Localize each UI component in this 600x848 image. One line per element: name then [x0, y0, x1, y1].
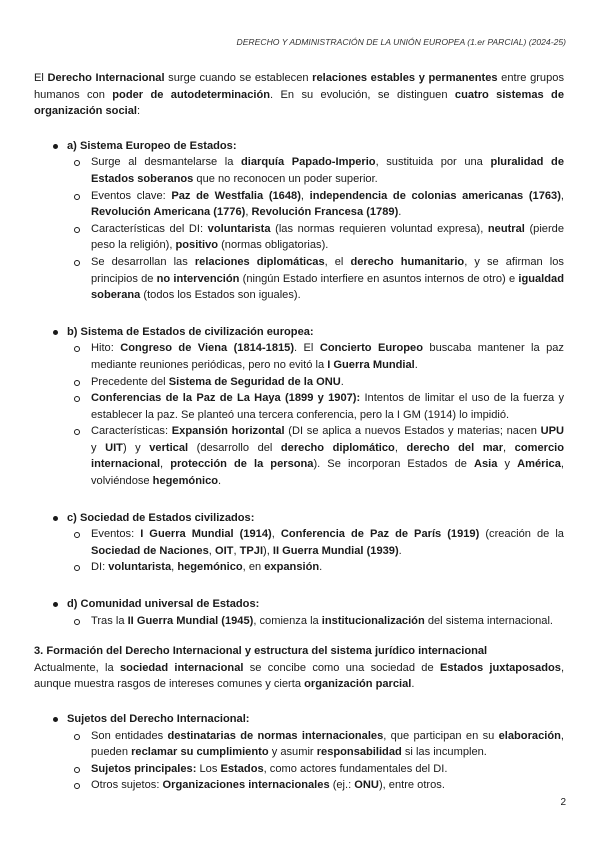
bold-text: neutral — [487, 222, 525, 235]
bold-text: hegemónico — [177, 561, 243, 574]
text-run: , pueden — [91, 729, 564, 759]
bold-text: Derecho Internacional — [47, 72, 165, 84]
text-run: . — [398, 544, 402, 557]
text-run: y — [497, 458, 518, 471]
circle-bullet-icon — [74, 767, 80, 773]
text-run: (ej.: — [329, 779, 355, 792]
text-run: Son entidades — [91, 729, 168, 742]
bold-text: Organizaciones internacionales — [162, 779, 330, 792]
bold-text: positivo — [175, 239, 219, 252]
circle-bullet-icon — [74, 346, 80, 352]
text-run: (desarrollo del — [188, 441, 281, 454]
subjects-items — [67, 728, 564, 794]
bold-text: protección de la persona — [170, 458, 314, 471]
text-run: buscaba mantener la paz mediante reuniones periódicas, pero no evitó la — [91, 342, 564, 371]
text-run: . El — [294, 342, 320, 355]
circle-bullet-icon — [74, 619, 80, 625]
bold-text: relaciones estables y permanentes — [312, 72, 498, 84]
bold-text: sociedad internacional — [120, 661, 244, 674]
text-run: y — [91, 441, 106, 454]
bullet-icon — [53, 717, 58, 722]
text-run: , — [160, 458, 171, 471]
text-run: , — [233, 544, 240, 557]
bullet-icon — [53, 602, 58, 607]
system-title: d) Comunidad universal de Estados: — [67, 598, 260, 611]
bold-text: OIT — [214, 544, 234, 557]
bold-text: responsabilidad — [316, 746, 402, 759]
section-3-paragraph — [34, 660, 564, 693]
circle-bullet-icon — [74, 380, 80, 386]
text-run: , sustituida por una — [375, 156, 491, 169]
system-section — [34, 596, 564, 629]
bullet-icon — [53, 144, 58, 149]
text-run: . — [340, 375, 344, 388]
bold-text: Estados juxtaposados — [439, 661, 561, 674]
text-run: (normas obligatorias). — [218, 239, 329, 252]
text-run: Hito: — [91, 342, 121, 355]
section-3-heading: 3. Formación del Derecho Internacional y estructura del sistema jurídico internacional — [34, 645, 488, 658]
text-run: , — [245, 206, 252, 219]
bold-text: Estados — [220, 762, 264, 775]
list-item — [67, 613, 564, 630]
system-section — [34, 138, 564, 304]
running-header: DERECHO Y ADMINISTRACIÓN DE LA UNIÓN EUROPEA (1.er PARCIAL) (2024-25) — [236, 37, 566, 47]
bold-text: Congreso de Viena (1814-1815) — [120, 342, 295, 355]
bold-text: hegemónico — [152, 475, 219, 488]
document-body — [34, 70, 564, 794]
bold-text: relaciones diplomáticas — [194, 255, 325, 268]
text-run: entre grupos humanos con — [34, 72, 564, 101]
bold-text: institucionalización — [321, 614, 425, 627]
circle-bullet-icon — [74, 160, 80, 166]
subjects-list — [34, 711, 564, 794]
circle-bullet-icon — [74, 532, 80, 538]
system-items — [67, 154, 564, 303]
list-item — [67, 526, 564, 559]
bold-text: UPU — [540, 425, 565, 438]
bold-text: no intervención — [156, 272, 240, 285]
system-section — [34, 324, 564, 490]
list-item — [67, 777, 564, 794]
bullet-icon — [53, 516, 58, 521]
text-run: , — [394, 441, 407, 454]
bold-text: independencia de colonias americanas (1763) — [309, 189, 561, 202]
text-run: , — [300, 189, 310, 202]
text-run: Surge al desmantelarse la — [91, 156, 241, 169]
circle-bullet-icon — [74, 260, 80, 266]
bold-text: Sistema de Seguridad de la ONU — [168, 375, 341, 388]
subjects-title: Sujetos del Derecho Internacional: — [67, 713, 250, 725]
text-run: . — [319, 561, 323, 574]
text-run: (ningún Estado interfiere en asuntos internos de otro) e — [239, 272, 519, 285]
text-run: y asumir — [268, 746, 317, 759]
system-title: a) Sistema Europeo de Estados: — [67, 139, 237, 152]
text-run: Se desarrollan las — [91, 255, 195, 268]
text-run: ), entre otros. — [378, 779, 445, 792]
text-run: , — [208, 544, 215, 557]
circle-bullet-icon — [74, 227, 80, 233]
bold-text: pluralidad de Estados soberanos — [91, 156, 564, 185]
text-run: , — [171, 561, 178, 574]
text-run: Eventos: — [91, 528, 141, 541]
list-item — [67, 559, 564, 576]
system-items — [67, 526, 564, 576]
system-items — [67, 340, 564, 489]
circle-bullet-icon — [74, 194, 80, 200]
text-run: , como actores fundamentales del DI. — [263, 762, 448, 775]
list-item — [67, 423, 564, 489]
text-run: , — [560, 189, 564, 202]
text-run: . — [398, 206, 402, 219]
bold-text: voluntarista — [108, 561, 172, 574]
text-run: , el — [324, 255, 351, 268]
bold-text: I Guerra Mundial — [327, 358, 415, 371]
text-run: El — [34, 72, 48, 84]
text-run: : — [136, 105, 141, 118]
text-run: Otros sujetos: — [91, 779, 163, 792]
bold-text: Expansión horizontal — [171, 425, 285, 438]
text-run: Actualmente, la — [34, 661, 120, 674]
list-item — [67, 254, 564, 304]
bold-text: Sociedad de Naciones — [91, 544, 209, 557]
systems-list — [34, 138, 564, 629]
text-run: , en — [242, 561, 265, 574]
bold-text: II Guerra Mundial (1939) — [272, 544, 399, 557]
circle-bullet-icon — [74, 396, 80, 402]
text-run: . — [411, 678, 415, 691]
list-item — [67, 374, 564, 391]
bullet-icon — [53, 330, 58, 335]
list-item — [67, 728, 564, 761]
text-run: DI: — [91, 561, 109, 574]
list-item — [67, 761, 564, 778]
text-run: . En su evolución, se distinguen — [270, 88, 455, 101]
system-items — [67, 613, 564, 630]
bold-text: derecho diplomático — [280, 441, 395, 454]
text-run: , — [503, 441, 515, 454]
text-run: ), — [263, 544, 273, 557]
text-run: Intentos de limitar el uso de la fuerza y establecer la paz. Se planteó una tercera conferencia, pero la I GM (1914) lo impidió. — [91, 392, 564, 421]
bold-text: ONU — [354, 779, 379, 792]
text-run: si las incumplen. — [401, 746, 487, 759]
bold-text: Paz de Westfalia (1648) — [171, 189, 301, 202]
system-title: b) Sistema de Estados de civilización europea: — [67, 325, 314, 338]
bold-text: América — [517, 458, 561, 471]
system-section — [34, 510, 564, 576]
text-run: ). Se incorporan Estados de — [313, 458, 474, 471]
text-run: (todos los Estados son iguales). — [140, 289, 301, 302]
circle-bullet-icon — [74, 429, 80, 435]
list-item — [67, 154, 564, 187]
bold-text: TPJI — [239, 544, 264, 557]
text-run: (las normas requieren voluntad expresa), — [270, 222, 488, 235]
text-run: , que participan en su — [383, 729, 499, 742]
text-run: , volviéndose — [91, 458, 564, 488]
bold-text: Concierto Europeo — [319, 342, 423, 355]
list-item — [67, 340, 564, 373]
subjects-section — [34, 711, 564, 794]
circle-bullet-icon — [74, 565, 80, 571]
bold-text: expansión — [264, 561, 320, 574]
bold-text: Revolución Americana (1776) — [91, 206, 246, 219]
bold-text: cuatro sistemas de organización social — [34, 88, 564, 118]
text-run: Características del DI: — [91, 222, 208, 235]
text-run: Eventos clave: — [91, 189, 172, 202]
bold-text: derecho humanitario — [350, 255, 465, 268]
page-number: 2 — [560, 797, 566, 808]
bold-text: UIT — [105, 441, 123, 454]
text-run: , aunque muestra rasgos de intereses comunes y cierta — [34, 661, 565, 691]
bold-text: reclamar su cumplimiento — [131, 746, 269, 759]
text-run: , comienza la — [253, 614, 322, 627]
bold-text: II Guerra Mundial (1945) — [127, 614, 254, 627]
text-run: Precedente del — [91, 375, 169, 388]
text-run: que no reconocen un poder superior. — [193, 172, 378, 185]
text-run: . — [218, 475, 222, 488]
bold-text: derecho del mar — [406, 441, 504, 454]
text-run: surge cuando se establecen — [164, 72, 313, 84]
text-run: , y se afirman los principios de — [91, 255, 564, 285]
system-title: c) Sociedad de Estados civilizados: — [67, 511, 255, 524]
bold-text: Conferencia de Paz de París (1919) — [280, 528, 480, 541]
bold-text: elaboración — [498, 729, 561, 742]
text-run: se concibe como una sociedad de — [243, 661, 440, 674]
bold-text: Sujetos principales: — [91, 762, 197, 775]
text-run: Los — [196, 762, 221, 775]
list-item — [67, 390, 564, 423]
bold-text: Conferencias de la Paz de La Haya (1899 y 1907): — [91, 392, 361, 405]
intro-paragraph — [34, 70, 564, 120]
list-item — [67, 188, 564, 221]
bold-text: destinatarias de normas internacionales — [167, 729, 384, 742]
text-run: (creación de la — [479, 528, 564, 541]
text-run: , — [271, 528, 281, 541]
list-item — [67, 221, 564, 254]
bold-text: poder de autodeterminación — [112, 88, 271, 101]
circle-bullet-icon — [74, 783, 80, 789]
text-run: ) y — [122, 441, 150, 454]
bold-text: Revolución Francesa (1789) — [251, 206, 399, 219]
bold-text: vertical — [149, 441, 189, 454]
text-run: (pierde peso la religión), — [91, 222, 564, 252]
circle-bullet-icon — [74, 734, 80, 740]
text-run: (DI se aplica a nuevos Estados y materias; nacen — [284, 425, 541, 438]
text-run: Tras la — [91, 614, 128, 627]
bold-text: diarquía Papado-Imperio — [241, 156, 376, 169]
bold-text: I Guerra Mundial (1914) — [140, 528, 272, 541]
text-run: del sistema internacional. — [424, 614, 553, 627]
text-run: . — [414, 358, 418, 371]
bold-text: comercio internacional — [91, 441, 564, 471]
bold-text: organización parcial — [304, 678, 412, 691]
bold-text: Asia — [473, 458, 498, 471]
bold-text: igualdad soberana — [91, 272, 564, 302]
bold-text: voluntarista — [207, 222, 271, 235]
text-run: Características: — [91, 425, 172, 438]
